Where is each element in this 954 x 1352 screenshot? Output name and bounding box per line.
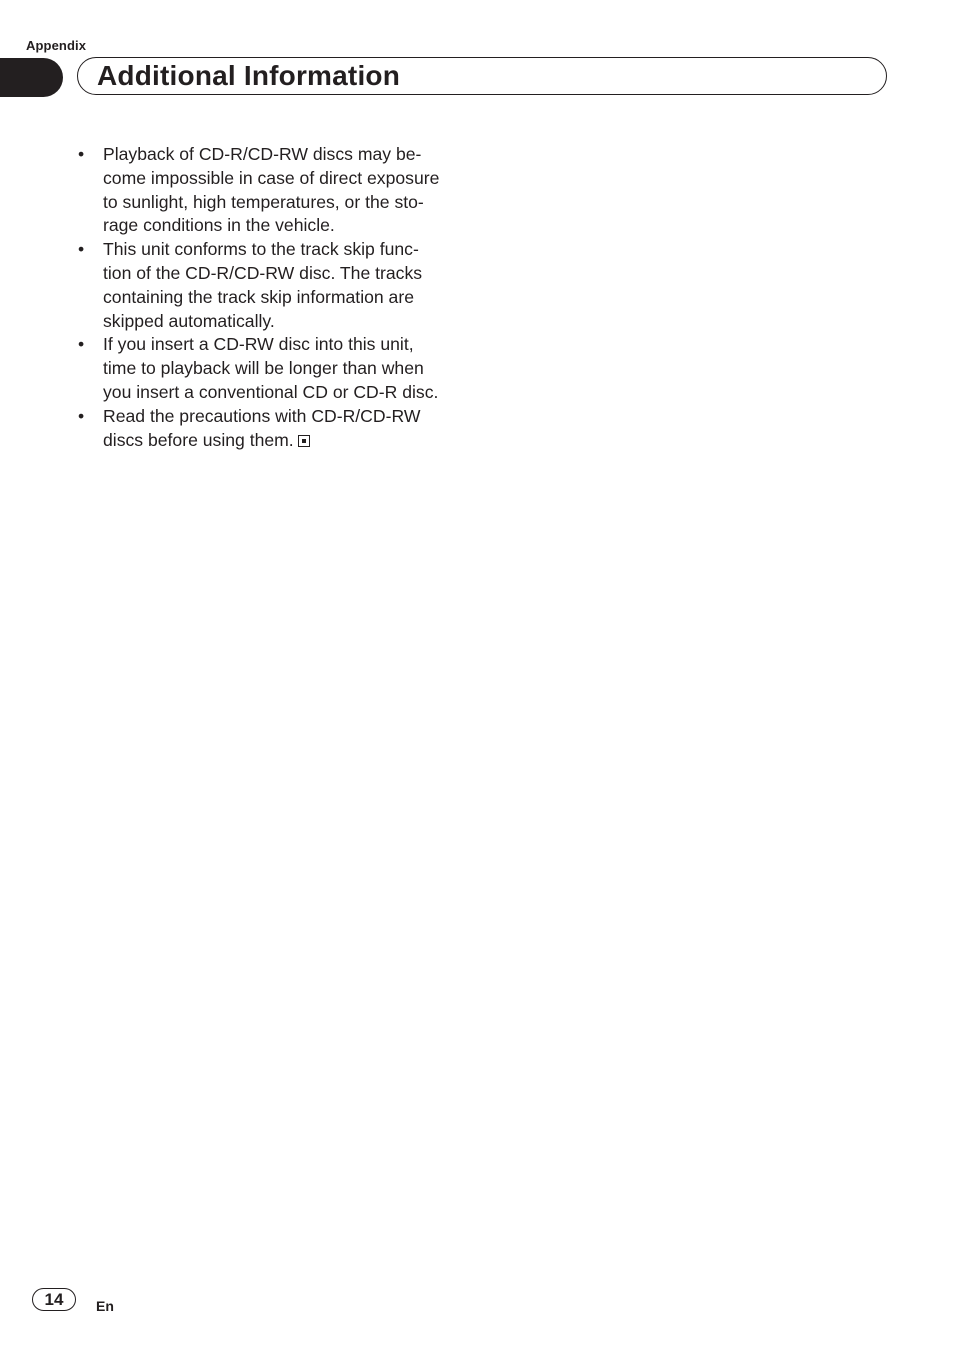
text-line: Playback of CD-R/CD-RW discs may be- <box>103 144 422 164</box>
bullet-icon: • <box>78 239 85 260</box>
text-line: discs before using them. <box>103 429 294 450</box>
text-line: come impossible in case of direct exposure <box>103 167 440 188</box>
text-line: tion of the CD-R/CD-RW disc. The tracks <box>103 262 423 283</box>
text-line-with-end-mark <box>103 429 478 453</box>
text-line: time to playback will be longer than when <box>103 358 424 379</box>
list-item <box>78 143 478 238</box>
text-line: rage conditions in the vehicle. <box>103 215 335 236</box>
bullet-icon: • <box>78 405 85 426</box>
bullet-icon: • <box>78 144 85 164</box>
section-label: Appendix <box>26 38 87 53</box>
page-number: 14 <box>32 1288 76 1311</box>
list-item <box>78 405 478 453</box>
text-line: This unit conforms to the track skip func- <box>103 239 419 260</box>
page-title: Additional Information <box>97 60 401 91</box>
bullet-icon: • <box>78 334 85 355</box>
chapter-tab-block <box>0 58 63 97</box>
list-item <box>78 238 478 333</box>
text-line: Read the precautions with CD-R/CD-RW <box>103 405 421 426</box>
list-item <box>78 333 478 404</box>
bullet-list <box>78 143 478 452</box>
text-line: containing the track skip information are <box>103 286 414 307</box>
text-line: If you insert a CD-RW disc into this unit, <box>103 334 414 355</box>
language-code: En <box>96 1298 114 1314</box>
text-line: to sunlight, high temperatures, or the sto- <box>103 191 424 212</box>
text-line: skipped automatically. <box>103 310 275 331</box>
end-of-section-square-icon <box>298 435 310 447</box>
text-line: you insert a conventional CD or CD-R disc. <box>103 381 439 402</box>
